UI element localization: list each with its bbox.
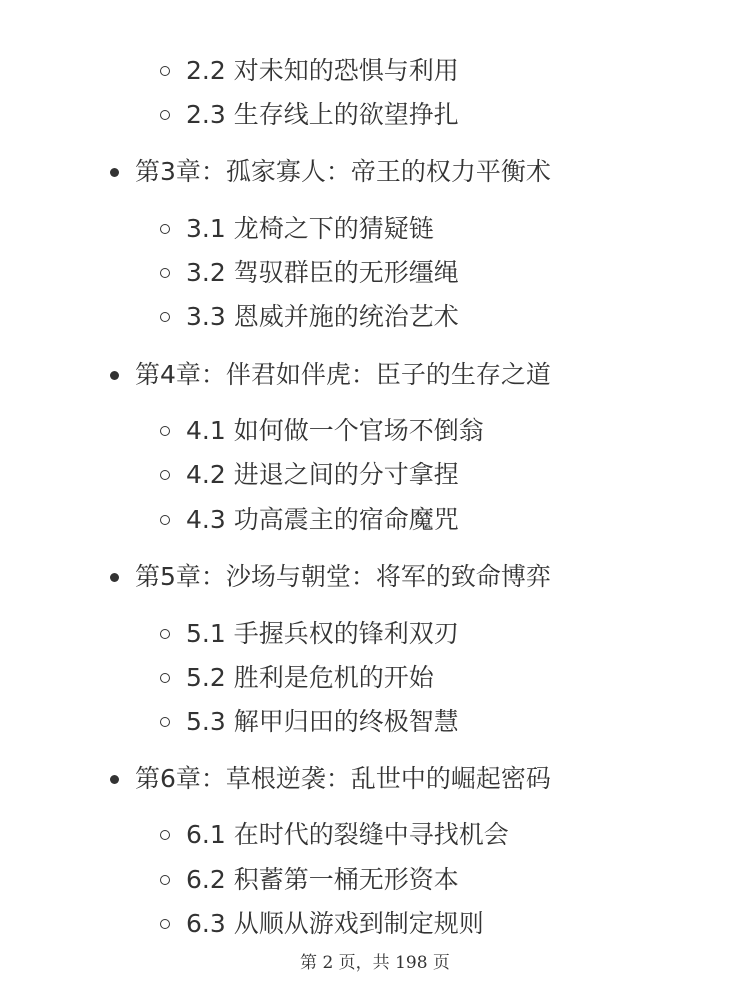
section-title: 进退之间的分寸拿捏 xyxy=(233,460,459,489)
section-title: 功高震主的宿命魔咒 xyxy=(233,505,459,534)
section-title: 胜利是危机的开始 xyxy=(233,663,434,692)
toc-section-5-3[interactable] xyxy=(160,705,459,739)
section-title: 对未知的恐惧与利用 xyxy=(233,56,459,85)
filled-bullet-icon xyxy=(110,775,119,784)
toc-section-5-2[interactable] xyxy=(160,661,434,695)
section-number: 3.1 xyxy=(186,214,226,243)
filled-bullet-icon xyxy=(110,573,119,582)
section-title: 解甲归田的终极智慧 xyxy=(233,707,459,736)
section-number: 4.1 xyxy=(186,416,226,445)
section-number: 6.2 xyxy=(186,865,226,894)
toc-chapter-5[interactable] xyxy=(110,560,551,594)
chapter-title: 第5章：沙场与朝堂：将军的致命博弈 xyxy=(135,562,551,591)
section-title: 从顺从游戏到制定规则 xyxy=(233,909,484,938)
section-title: 驾驭群臣的无形缰绳 xyxy=(233,258,459,287)
hollow-bullet-icon xyxy=(160,470,170,480)
toc-section-5-1[interactable] xyxy=(160,617,459,651)
hollow-bullet-icon xyxy=(160,673,170,683)
hollow-bullet-icon xyxy=(160,919,170,929)
section-number: 5.2 xyxy=(186,663,226,692)
page-number-footer: 第 2 页，共 198 页 xyxy=(300,953,450,973)
section-number: 6.3 xyxy=(186,909,226,938)
hollow-bullet-icon xyxy=(160,224,170,234)
hollow-bullet-icon xyxy=(160,312,170,322)
toc-chapter-6[interactable] xyxy=(110,762,551,796)
section-title: 龙椅之下的猜疑链 xyxy=(233,214,434,243)
hollow-bullet-icon xyxy=(160,875,170,885)
section-number: 4.2 xyxy=(186,460,226,489)
section-title: 积蓄第一桶无形资本 xyxy=(233,865,459,894)
toc-section-3-1[interactable] xyxy=(160,212,434,246)
section-title: 手握兵权的锋利双刃 xyxy=(233,619,459,648)
hollow-bullet-icon xyxy=(160,426,170,436)
hollow-bullet-icon xyxy=(160,66,170,76)
section-number: 2.3 xyxy=(186,100,226,129)
section-number: 3.2 xyxy=(186,258,226,287)
section-number: 2.2 xyxy=(186,56,226,85)
hollow-bullet-icon xyxy=(160,515,170,525)
filled-bullet-icon xyxy=(110,168,119,177)
hollow-bullet-icon xyxy=(160,110,170,120)
filled-bullet-icon xyxy=(110,371,119,380)
section-number: 3.3 xyxy=(186,302,226,331)
section-number: 4.3 xyxy=(186,505,226,534)
chapter-title: 第3章：孤家寡人：帝王的权力平衡术 xyxy=(135,157,551,186)
toc-section-4-1[interactable] xyxy=(160,414,484,448)
toc-section-6-2[interactable] xyxy=(160,863,459,897)
section-title: 如何做一个官场不倒翁 xyxy=(233,416,484,445)
toc-section-6-1[interactable] xyxy=(160,818,509,852)
chapter-title: 第4章：伴君如伴虎：臣子的生存之道 xyxy=(135,360,551,389)
chapter-title: 第6章：草根逆袭：乱世中的崛起密码 xyxy=(135,764,551,793)
section-title: 生存线上的欲望挣扎 xyxy=(233,100,459,129)
section-title: 恩威并施的统治艺术 xyxy=(233,302,459,331)
toc-section-2-3[interactable] xyxy=(160,98,459,132)
section-title: 在时代的裂缝中寻找机会 xyxy=(233,820,509,849)
toc-section-3-3[interactable] xyxy=(160,300,459,334)
toc-section-4-3[interactable] xyxy=(160,503,459,537)
hollow-bullet-icon xyxy=(160,717,170,727)
hollow-bullet-icon xyxy=(160,268,170,278)
toc-section-2-2[interactable] xyxy=(160,54,459,88)
toc-section-6-3[interactable] xyxy=(160,907,484,941)
toc-section-3-2[interactable] xyxy=(160,256,459,290)
toc-chapter-3[interactable] xyxy=(110,155,551,189)
section-number: 6.1 xyxy=(186,820,226,849)
section-number: 5.1 xyxy=(186,619,226,648)
hollow-bullet-icon xyxy=(160,830,170,840)
hollow-bullet-icon xyxy=(160,629,170,639)
section-number: 5.3 xyxy=(186,707,226,736)
toc-section-4-2[interactable] xyxy=(160,458,459,492)
toc-chapter-4[interactable] xyxy=(110,358,551,392)
